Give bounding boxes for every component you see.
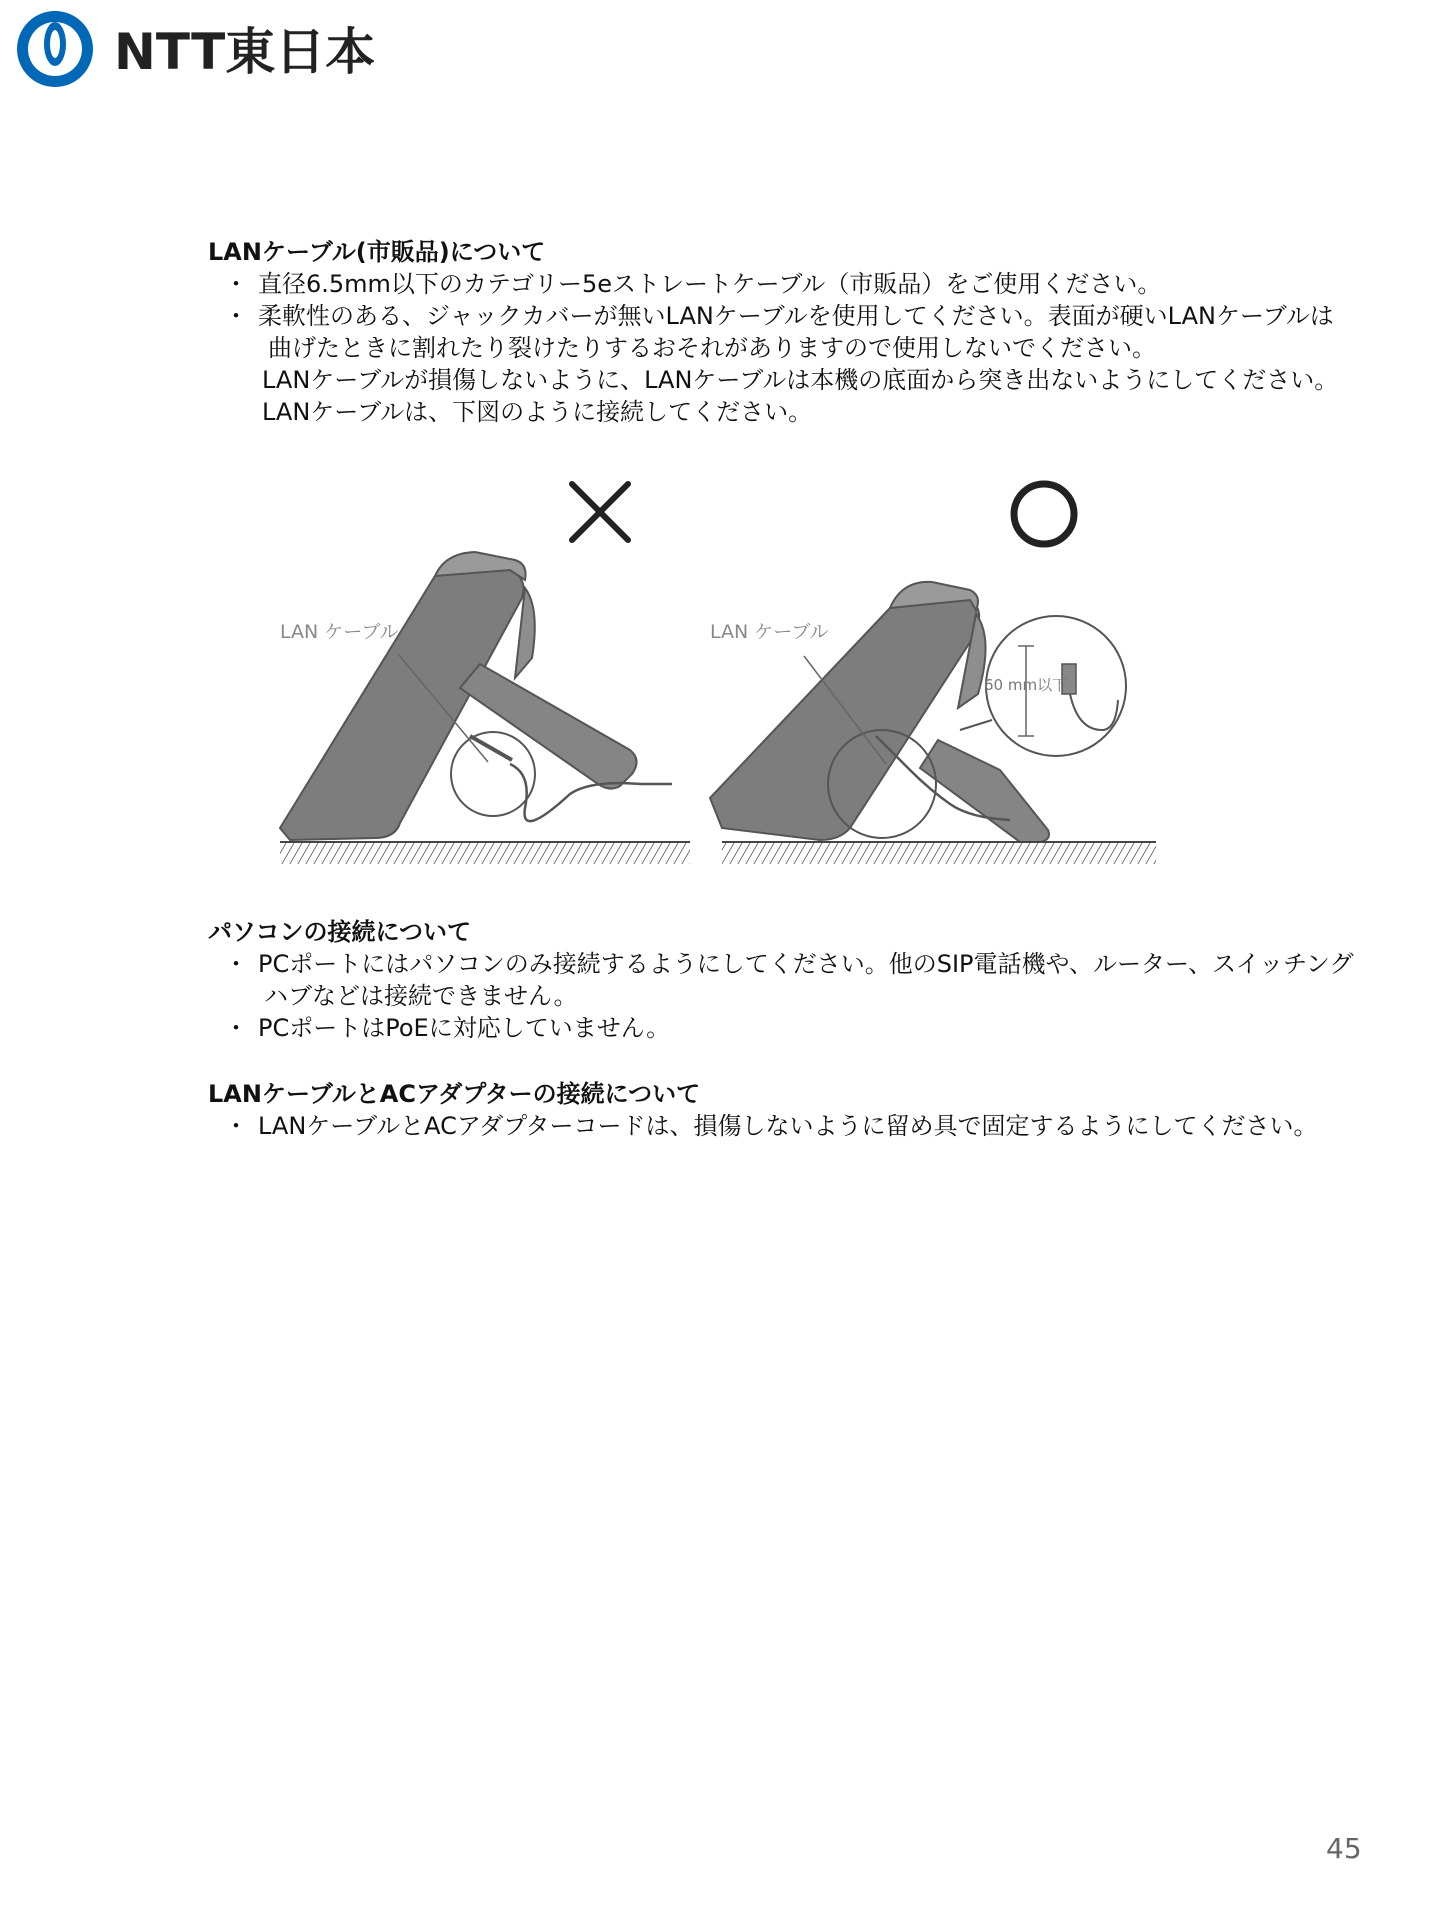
logo-text: NTT東日本: [114, 23, 376, 81]
bullet-marker: ・: [224, 1112, 248, 1140]
section-pc: [208, 916, 1358, 1044]
section-lan-cable: [208, 236, 1358, 428]
bullet-text: ハブなどは接続できません。: [264, 982, 578, 1010]
section-heading-pc: パソコンの接続について: [208, 918, 472, 946]
bullet-marker: ・: [224, 270, 248, 298]
bullet-text: PCポートはPoEに対応していません。: [258, 1014, 671, 1042]
incorrect-mark: [572, 484, 628, 540]
correct-mark: [1014, 484, 1074, 544]
bullet-item: [208, 1110, 1358, 1142]
bullet-text: 曲げたときに割れたり裂けたりするおそれがありますので使用しないでください。: [268, 334, 1156, 362]
lan-cable-label-left: LAN ケーブル: [280, 621, 399, 643]
section-heading-lan-cable: LANケーブル(市販品)について: [208, 238, 546, 266]
section-ac-adapter: [208, 1078, 1358, 1142]
note-text: LANケーブルは、下図のように接続してください。: [262, 398, 813, 426]
ntt-east-logo: [10, 6, 400, 92]
section-heading-ac-adapter: LANケーブルとACアダプターの接続について: [208, 1080, 701, 1108]
phone-left-illustration: [280, 552, 690, 864]
page-number: 45: [1326, 1832, 1362, 1865]
bullet-text: 柔軟性のある、ジャックカバーが無いLANケーブルを使用してください。表面が硬いLANケーブルは: [258, 302, 1334, 330]
bullet-text: PCポートにはパソコンのみ接続するようにしてください。他のSIP電話機や、ルーター、スイッチング: [258, 950, 1354, 978]
note-paragraph: [208, 364, 1358, 428]
lan-cable-label-right: LAN ケーブル: [710, 621, 829, 643]
note-text: LANケーブルが損傷しないように、LANケーブルは本機の底面から突き出ないようにしてください。: [262, 366, 1339, 394]
bullet-item: [208, 1012, 1358, 1044]
bullet-text: LANケーブルとACアダプターコードは、損傷しないように留め具で固定するようにしてください。: [258, 1112, 1318, 1140]
bullet-marker: ・: [224, 1014, 248, 1042]
bullet-item: [208, 300, 1358, 364]
bullet-item: [208, 268, 1358, 300]
dimension-label: 60 mm以下: [984, 676, 1068, 694]
bullet-text: 直径6.5mm以下のカテゴリー5eストレートケーブル（市販品）をご使用ください。: [258, 270, 1162, 298]
phone-right-illustration: [710, 582, 1156, 864]
bullet-item: [208, 948, 1358, 1012]
cable-connection-figure: [270, 468, 1160, 868]
bullet-marker: ・: [224, 950, 248, 978]
bullet-marker: ・: [224, 302, 248, 330]
